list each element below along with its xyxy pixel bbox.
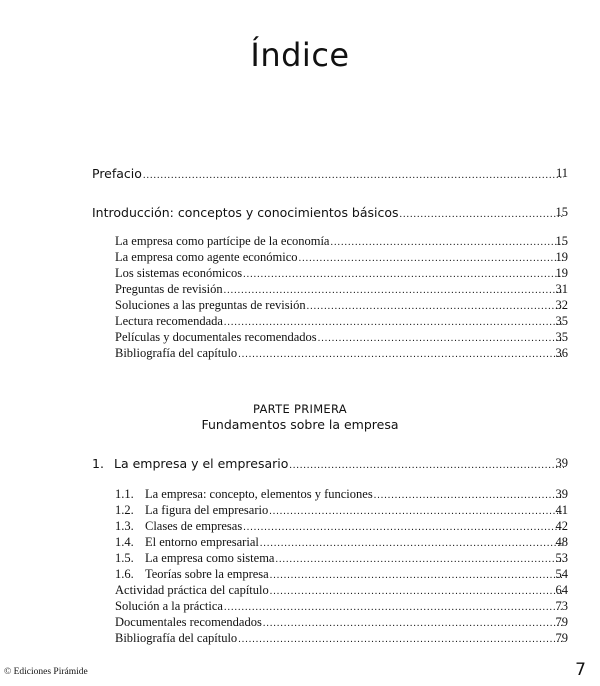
toc-entry-number: 1.5. (115, 551, 134, 565)
toc-entry-label: Introducción: conceptos y conocimientos básicos (92, 205, 399, 220)
toc-entry-page: 35 (555, 330, 568, 344)
toc-subentry[interactable] (115, 298, 568, 313)
toc-leader-dots (374, 490, 564, 501)
toc-entry-text (92, 456, 288, 471)
toc-leader-dots (270, 586, 564, 597)
toc-entry-text (115, 519, 242, 534)
toc-leader-dots (270, 570, 564, 581)
toc-subentry[interactable] (115, 551, 568, 566)
toc-leader-dots (224, 602, 564, 613)
toc-entry-page: 54 (555, 567, 568, 581)
toc-subentry[interactable] (115, 487, 568, 502)
toc-entry-page: 15 (555, 205, 568, 219)
toc-leader-dots (330, 237, 564, 248)
toc-entry-number: 1.4. (115, 535, 134, 549)
toc-subentry[interactable] (115, 282, 568, 297)
toc-entry-label: La empresa como sistema (145, 551, 275, 565)
toc-subentry[interactable] (115, 583, 568, 598)
toc-entry-number: 1.6. (115, 567, 134, 581)
toc-subentry[interactable] (115, 519, 568, 534)
publisher-credit: © Ediciones Pirámide (4, 667, 88, 677)
toc-entry-page: 53 (555, 551, 568, 565)
toc-entry-label: Prefacio (92, 166, 142, 181)
toc-leader-dots (143, 170, 564, 181)
toc-subentry[interactable] (115, 535, 568, 550)
toc-entry-number: 1.1. (115, 487, 134, 501)
toc-entry-label: La empresa como partícipe de la economía (115, 234, 330, 248)
toc-entry-number: 1.3. (115, 519, 134, 533)
page-number: 7 (575, 660, 586, 680)
toc-entry-page: 79 (555, 615, 568, 629)
toc-entry-label: La empresa y el empresario (114, 456, 289, 471)
part-subtitle: Fundamentos sobre la empresa (201, 417, 399, 432)
toc-entry-page: 32 (555, 298, 568, 312)
toc-entry-label: Clases de empresas (145, 519, 243, 533)
toc-leader-dots (224, 285, 564, 296)
toc-entry-page: 35 (555, 314, 568, 328)
toc-entry-label: La empresa como agente económico (115, 250, 298, 264)
toc-leader-dots (238, 349, 564, 360)
toc-subentry[interactable] (115, 314, 568, 329)
toc-subentry[interactable] (115, 266, 568, 281)
toc-entry-page: 39 (555, 456, 568, 470)
toc-subentry[interactable] (115, 567, 568, 582)
toc-entry-number: 1. (92, 456, 104, 471)
toc-entry-label: Lectura recomendada (115, 314, 223, 328)
toc-entry-label: Bibliografía del capítulo (115, 346, 238, 360)
toc-leader-dots (238, 634, 564, 645)
toc-entry-introduccion[interactable] (92, 205, 568, 220)
toc-entry-page: 39 (555, 487, 568, 501)
toc-entry-page: 15 (555, 234, 568, 248)
toc-entry-text (115, 551, 274, 566)
toc-entry-label: Preguntas de revisión (115, 282, 223, 296)
toc-leader-dots (269, 506, 564, 517)
toc-entry-page: 11 (555, 166, 568, 180)
toc-entry-label: Bibliografía del capítulo (115, 631, 238, 645)
toc-entry-page: 19 (555, 250, 568, 264)
toc-leader-dots (299, 253, 564, 264)
toc-leader-dots (260, 538, 564, 549)
toc-entry-page: 79 (555, 631, 568, 645)
toc-entry-text (115, 535, 259, 550)
toc-subentry[interactable] (115, 346, 568, 361)
toc-entry-page: 42 (555, 519, 568, 533)
toc-leader-dots (318, 333, 564, 344)
toc-entry-label: La empresa: concepto, elementos y funciones (145, 487, 373, 501)
toc-leader-dots (263, 618, 564, 629)
toc-entry-label: Películas y documentales recomendados (115, 330, 317, 344)
toc-entry-label: Documentales recomendados (115, 615, 262, 629)
toc-entry-label: Solución a la práctica (115, 599, 223, 613)
page-title: Índice (250, 36, 350, 74)
toc-entry-text (115, 503, 268, 518)
toc-leader-dots (224, 317, 564, 328)
toc-leader-dots (243, 522, 564, 533)
toc-entry-text (115, 567, 269, 582)
toc-leader-dots (243, 269, 564, 280)
toc-entry-page: 31 (555, 282, 568, 296)
toc-entry-text (115, 487, 373, 502)
toc-entry-label: Soluciones a las preguntas de revisión (115, 298, 306, 312)
toc-entry-label: Actividad práctica del capítulo (115, 583, 269, 597)
toc-subentry[interactable] (115, 631, 568, 646)
toc-leader-dots (275, 554, 564, 565)
toc-leader-dots (289, 460, 564, 471)
toc-entry-page: 48 (555, 535, 568, 549)
toc-subentry[interactable] (115, 250, 568, 265)
toc-subentry[interactable] (115, 599, 568, 614)
toc-entry-page: 19 (555, 266, 568, 280)
toc-subentry[interactable] (115, 234, 568, 249)
toc-leader-dots (307, 301, 564, 312)
toc-subentry[interactable] (115, 330, 568, 345)
toc-entry-prefacio[interactable] (92, 166, 568, 181)
toc-entry-number: 1.2. (115, 503, 134, 517)
toc-entry-page: 41 (555, 503, 568, 517)
toc-subentry[interactable] (115, 503, 568, 518)
toc-entry-label: La figura del empresario (145, 503, 269, 517)
part-title: PARTE PRIMERA (253, 402, 347, 416)
toc-entry-page: 73 (555, 599, 568, 613)
toc-entry-chapter-1[interactable] (92, 456, 568, 471)
toc-entry-label: Los sistemas económicos (115, 266, 243, 280)
toc-entry-page: 36 (555, 346, 568, 360)
toc-entry-label: El entorno empresarial (145, 535, 259, 549)
toc-entry-page: 64 (555, 583, 568, 597)
toc-subentry[interactable] (115, 615, 568, 630)
toc-entry-label: Teorías sobre la empresa (145, 567, 269, 581)
